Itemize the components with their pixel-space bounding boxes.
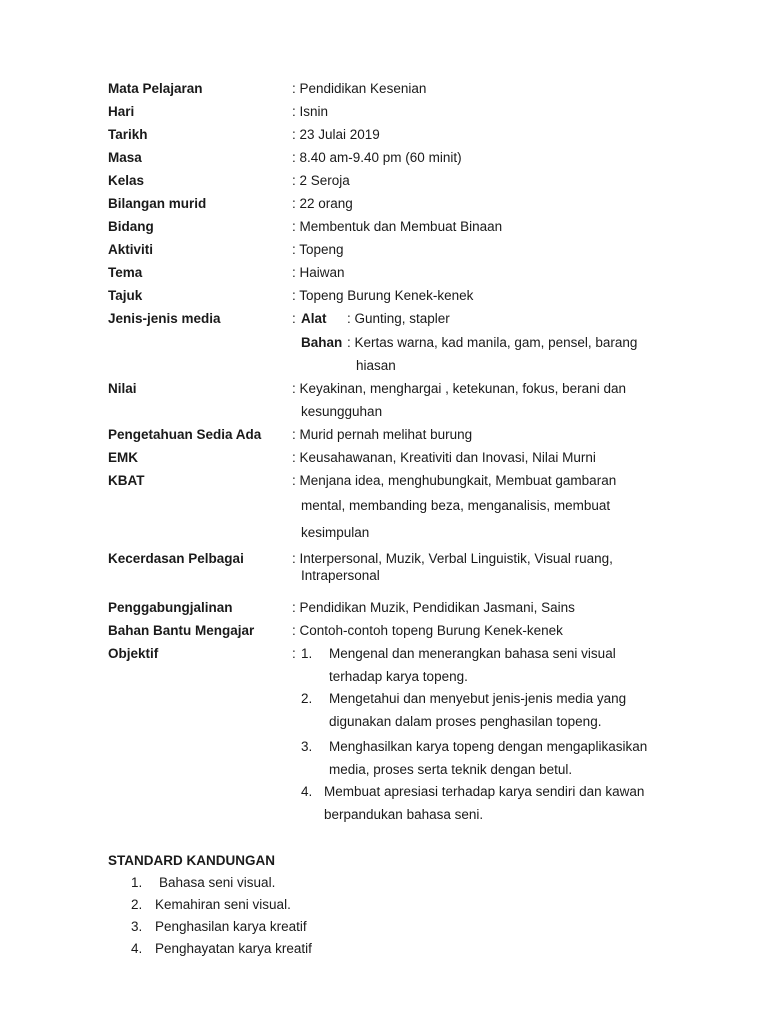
objektif-item-number: 2.	[301, 691, 313, 706]
field-label-aktiviti: Aktiviti	[108, 242, 154, 257]
standard-item-text: Kemahiran seni visual.	[155, 897, 291, 912]
objektif-item-line2: media, proses serta teknik dengan betul.	[329, 762, 573, 777]
objektif-item-line1: Membuat apresiasi terhadap karya sendiri dan kawan	[324, 784, 645, 799]
objektif-item-line1: Mengetahui dan menyebut jenis-jenis media yang	[329, 691, 627, 706]
field-label-tarikh: Tarikh	[108, 127, 148, 142]
objektif-item-line1: Mengenal dan menerangkan bahasa seni visual	[329, 646, 616, 661]
media-colon: :	[292, 311, 296, 326]
objektif-item-line2: digunakan dalam proses penghasilan topeng.	[329, 714, 602, 729]
field-label-nilai: Nilai	[108, 381, 137, 396]
field-value-kbat-line3: kesimpulan	[301, 525, 370, 540]
media-alat-label: Alat	[301, 311, 327, 326]
standard-item-number: 3.	[131, 919, 143, 934]
field-value-mata-pelajaran: : Pendidikan Kesenian	[292, 81, 427, 96]
standard-item-text: Bahasa seni visual.	[159, 875, 276, 890]
field-label-bidang: Bidang	[108, 219, 154, 234]
media-bahan-value-line2: hiasan	[356, 358, 396, 373]
standard-item-number: 2.	[131, 897, 143, 912]
field-label-jenis-media: Jenis-jenis media	[108, 311, 221, 326]
field-value-hari: : Isnin	[292, 104, 329, 119]
media-bahan-value-line1: : Kertas warna, kad manila, gam, pensel, barang	[347, 335, 638, 350]
field-value-bilangan-murid: : 22 orang	[292, 196, 353, 211]
field-label-kelas: Kelas	[108, 173, 145, 188]
field-value-kbat-line2: mental, membanding beza, menganalisis, membuat	[301, 498, 611, 513]
field-value-kecerdasan-line2: Intrapersonal	[301, 568, 380, 583]
field-value-kbat-line1: : Menjana idea, menghubungkait, Membuat gambaran	[292, 473, 617, 488]
objektif-colon: :	[292, 646, 296, 661]
field-label-tema: Tema	[108, 265, 143, 280]
field-label-penggabungjalinan: Penggabungjalinan	[108, 600, 233, 615]
field-value-kelas: : 2 Seroja	[292, 173, 350, 188]
field-value-emk: : Keusahawanan, Kreativiti dan Inovasi, Nilai Murni	[292, 450, 596, 465]
field-value-kecerdasan-line1: : Interpersonal, Muzik, Verbal Linguistik, Visual ruang,	[292, 551, 613, 566]
standard-item-text: Penghayatan karya kreatif	[155, 941, 312, 956]
field-value-aktiviti: : Topeng	[292, 242, 344, 257]
field-value-bidang: : Membentuk dan Membuat Binaan	[292, 219, 503, 234]
standard-kandungan-heading: STANDARD KANDUNGAN	[108, 853, 275, 868]
standard-item-number: 4.	[131, 941, 143, 956]
field-value-pengetahuan: : Murid pernah melihat burung	[292, 427, 473, 442]
objektif-item-line2: terhadap karya topeng.	[329, 669, 468, 684]
field-value-masa: : 8.40 am-9.40 pm (60 minit)	[292, 150, 462, 165]
objektif-item-line1: Menghasilkan karya topeng dengan mengaplikasikan	[329, 739, 648, 754]
objektif-item-number: 4.	[301, 784, 313, 799]
standard-item-text: Penghasilan karya kreatif	[155, 919, 307, 934]
field-value-nilai-line2: kesungguhan	[301, 404, 383, 419]
field-label-kbat: KBAT	[108, 473, 145, 488]
field-label-emk: EMK	[108, 450, 138, 465]
field-label-mata-pelajaran: Mata Pelajaran	[108, 81, 203, 96]
field-label-masa: Masa	[108, 150, 142, 165]
field-label-hari: Hari	[108, 104, 135, 119]
media-alat-value: : Gunting, stapler	[347, 311, 450, 326]
field-value-penggabungjalinan: : Pendidikan Muzik, Pendidikan Jasmani, Sains	[292, 600, 575, 615]
field-label-tajuk: Tajuk	[108, 288, 143, 303]
objektif-item-number: 1.	[301, 646, 313, 661]
field-label-bilangan-murid: Bilangan murid	[108, 196, 207, 211]
field-label-objektif: Objektif	[108, 646, 159, 661]
field-label-pengetahuan: Pengetahuan Sedia Ada	[108, 427, 262, 442]
field-value-bbm: : Contoh-contoh topeng Burung Kenek-kenek	[292, 623, 563, 638]
field-label-kecerdasan: Kecerdasan Pelbagai	[108, 551, 244, 566]
field-value-tajuk: : Topeng Burung Kenek-kenek	[292, 288, 474, 303]
standard-item-number: 1.	[131, 875, 143, 890]
field-value-tema: : Haiwan	[292, 265, 345, 280]
field-value-nilai-line1: : Keyakinan, menghargai , ketekunan, fokus, berani dan	[292, 381, 626, 396]
objektif-item-line2: berpandukan bahasa seni.	[324, 807, 484, 822]
field-label-bbm: Bahan Bantu Mengajar	[108, 623, 255, 638]
objektif-item-number: 3.	[301, 739, 313, 754]
field-value-tarikh: : 23 Julai 2019	[292, 127, 380, 142]
media-bahan-label: Bahan	[301, 335, 343, 350]
